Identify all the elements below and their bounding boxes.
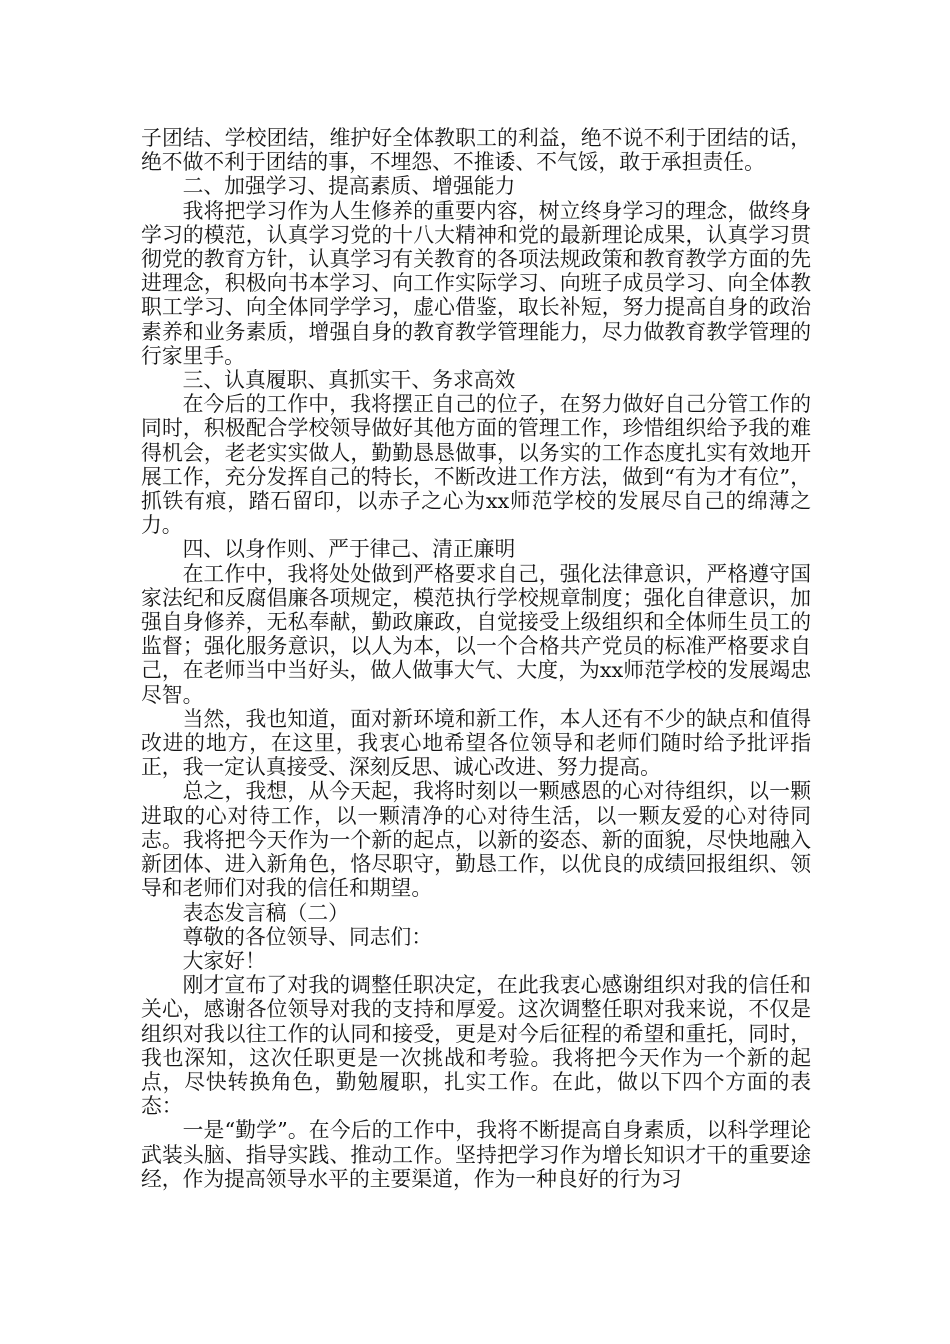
paragraph-discipline: 在工作中，我将处处做到严格要求自己，强化法律意识，严格遵守国家法纪和反腐倡廉各项规定，模范执行学校规章制度；强化自律意识，加强自身修养，无私奉献，勤政廉政，自觉接受上级组织和全体师生员工的监督；强化服务意识，以人为本，以一个合格共产党员的标准严格要求自己，在老师当中当好头，做人做事大气、大度，为xx师范学校的发展竭忠尽智。	[141, 561, 811, 707]
paragraph-duty: 在今后的工作中，我将摆正自己的位子，在努力做好自己分管工作的同时，积极配合学校领导做好其他方面的管理工作，珍惜组织给予我的难得机会，老老实实做人，勤勤恳恳做事，以务实的工作态度扎实有效地开展工作，充分发挥自己的特长，不断改进工作方法，做到“有为才有位”，抓铁有痕，踏石留印，以赤子之心为xx师范学校的发展尽自己的绵薄之力。	[141, 392, 811, 538]
salutation: 尊敬的各位领导、同志们：	[182, 924, 433, 949]
paragraph-conclusion: 总之，我想，从今天起，我将时刻以一颗感恩的心对待组织，以一颗进取的心对待工作，以一颗清净的心对待生活，以一颗友爱的心对待同志。我将把今天作为一个新的起点，以新的姿态、新的面貌，尽快地融入新团体、进入新角色，恪尽职守，勤恳工作，以优良的成绩回报组织、领导和老师们对我的信任和期望。	[141, 779, 811, 901]
paragraph-diligent-study: 一是“勤学”。在今后的工作中，我将不断提高自身素质，以科学理论武装头脑、指导实践、推动工作。坚持把学习作为增长知识才干的重要途经，作为提高领导水平的主要渠道，作为一种良好的行为习	[141, 1118, 811, 1191]
section-heading-2: 二、加强学习、提高素质、增强能力	[182, 174, 516, 199]
section-heading-3: 三、认真履职、真抓实干、务求高效	[182, 368, 516, 393]
paragraph-appointment: 刚才宣布了对我的调整任职决定，在此我衷心感谢组织对我的信任和关心，感谢各位领导对我的支持和厚爱。这次调整任职对我来说，不仅是组织对我以往工作的认同和接受，更是对今后征程的希望和重托，同时，我也深知，这次任职更是一次挑战和考验。我将把今天作为一个新的起点，尽快转换角色，勤勉履职，扎实工作。在此，做以下四个方面的表态：	[141, 973, 811, 1119]
section-heading-4: 四、以身作则、严于律己、清正廉明	[182, 537, 516, 562]
document-page	[141, 126, 811, 1191]
speech-title-2: 表态发言稿（二）	[182, 900, 349, 925]
paragraph-study: 我将把学习作为人生修养的重要内容，树立终身学习的理念，做终身学习的模范，认真学习党的十八大精神和党的最新理论成果，认真学习贯彻党的教育方针，认真学习有关教育的各项法规政策和教育教学方面的先进理念，积极向书本学习、向工作实际学习、向班子成员学习、向全体教职工学习、向全体同学学习，虚心借鉴，取长补短，努力提高自身的政治素养和业务素质，增强自身的教育教学管理能力，尽力做教育教学管理的行家里手。	[141, 198, 811, 368]
paragraph-continued: 子团结、学校团结，维护好全体教职工的利益，绝不说不利于团结的话，绝不做不利于团结的事，不埋怨、不推诿、不气馁，敢于承担责任。	[141, 126, 811, 175]
paragraph-shortcomings: 当然，我也知道，面对新环境和新工作，本人还有不少的缺点和值得改进的地方，在这里，我衷心地希望各位领导和老师们随时给予批评指正，我一定认真接受、深刻反思、诚心改进、努力提高。	[141, 706, 811, 780]
greeting: 大家好！	[182, 948, 266, 973]
